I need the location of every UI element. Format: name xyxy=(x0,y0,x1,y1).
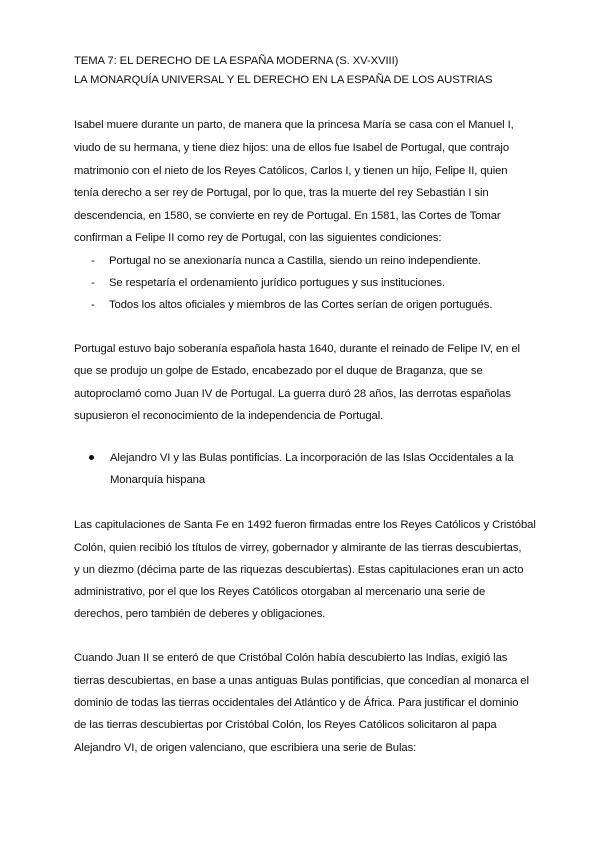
para4-line: tierras descubiertas, en base a unas antiguas Bulas pontificias, que concedían al monarca el xyxy=(74,675,529,687)
para1-line: Isabel muere durante un parto, de manera que la princesa María se casa con el Manuel I, xyxy=(74,119,514,131)
para3-line: administrativo, por el que los Reyes Católicos otorgaban al mercenario una serie de xyxy=(74,586,486,598)
para1-line: descendencia, en 1580, se convierte en rey de Portugal. En 1581, las Cortes de Tomar xyxy=(74,210,501,222)
para3-line: Las capitulaciones de Santa Fe en 1492 fueron firmadas entre los Reyes Católicos y Cristóbal xyxy=(74,519,536,531)
list-dash: - xyxy=(91,299,95,311)
para4-line: Alejandro VI, de origen valenciano, que escribiera una serie de Bulas: xyxy=(74,742,417,754)
condition-item: Todos los altos oficiales y miembros de las Cortes serían de origen portugués. xyxy=(109,299,493,311)
condition-item: Se respetaría el ordenamiento jurídico portugues y sus instituciones. xyxy=(109,277,445,289)
para1-line: tenía derecho a ser rey de Portugal, por lo que, tras la muerte del rey Sebastián I sin xyxy=(74,187,489,199)
para2-line: que se produjo un golpe de Estado, encabezado por el duque de Braganza, que se xyxy=(74,365,483,377)
condition-item: Portugal no se anexionaría nunca a Castilla, siendo un reino independiente. xyxy=(109,255,481,267)
list-dash: - xyxy=(91,255,95,267)
title-line-1: TEMA 7: EL DERECHO DE LA ESPAÑA MODERNA (S. XV-XVIII) xyxy=(74,55,399,67)
title-line-2: LA MONARQUÍA UNIVERSAL Y EL DERECHO EN LA ESPAÑA DE LOS AUSTRIAS xyxy=(74,74,493,86)
para1-line: viudo de su hermana, y tiene diez hijos: una de ellos fue Isabel de Portugal, que contrajo xyxy=(74,142,510,154)
para4-line: de las tierras descubiertas por Cristóbal Colón, los Reyes Católicos solicitaron al papa xyxy=(74,719,497,731)
bullet-heading-line: Alejandro VI y las Bulas pontificias. La incorporación de las Islas Occidentales a la xyxy=(110,452,514,464)
list-dash: - xyxy=(91,277,95,289)
bullet-heading-line: Monarquía hispana xyxy=(110,474,206,486)
para1-line: confirman a Felipe II como rey de Portugal, con las siguientes condiciones: xyxy=(74,232,442,244)
para2-line: autoproclamó como Juan IV de Portugal. La guerra duró 28 años, las derrotas españolas xyxy=(74,388,511,400)
para2-line: supusieron el reconocimiento de la independencia de Portugal. xyxy=(74,410,384,422)
bullet-dot-icon xyxy=(89,455,94,460)
para2-line: Portugal estuvo bajo soberanía española hasta 1640, durante el reinado de Felipe IV, en el xyxy=(74,343,520,355)
para4-line: dominio de todas las tierras occidentales del Atlántico y de África. Para justificar el dominio xyxy=(74,697,519,709)
para3-line: Colón, quien recibió los títulos de virrey, gobernador y almirante de las tierras descubiertas, xyxy=(74,542,522,554)
para1-line: matrimonio con el nieto de los Reyes Católicos, Carlos I, y tienen un hijo, Felipe II, quien xyxy=(74,165,508,177)
para3-line: derechos, pero también de deberes y obligaciones. xyxy=(74,608,326,620)
para3-line: y un diezmo (décima parte de las riquezas descubiertas). Estas capitulaciones eran un acto xyxy=(74,564,524,576)
para4-line: Cuando Juan II se enteró de que Cristóbal Colón había descubierto las Indias, exigió las xyxy=(74,652,508,664)
